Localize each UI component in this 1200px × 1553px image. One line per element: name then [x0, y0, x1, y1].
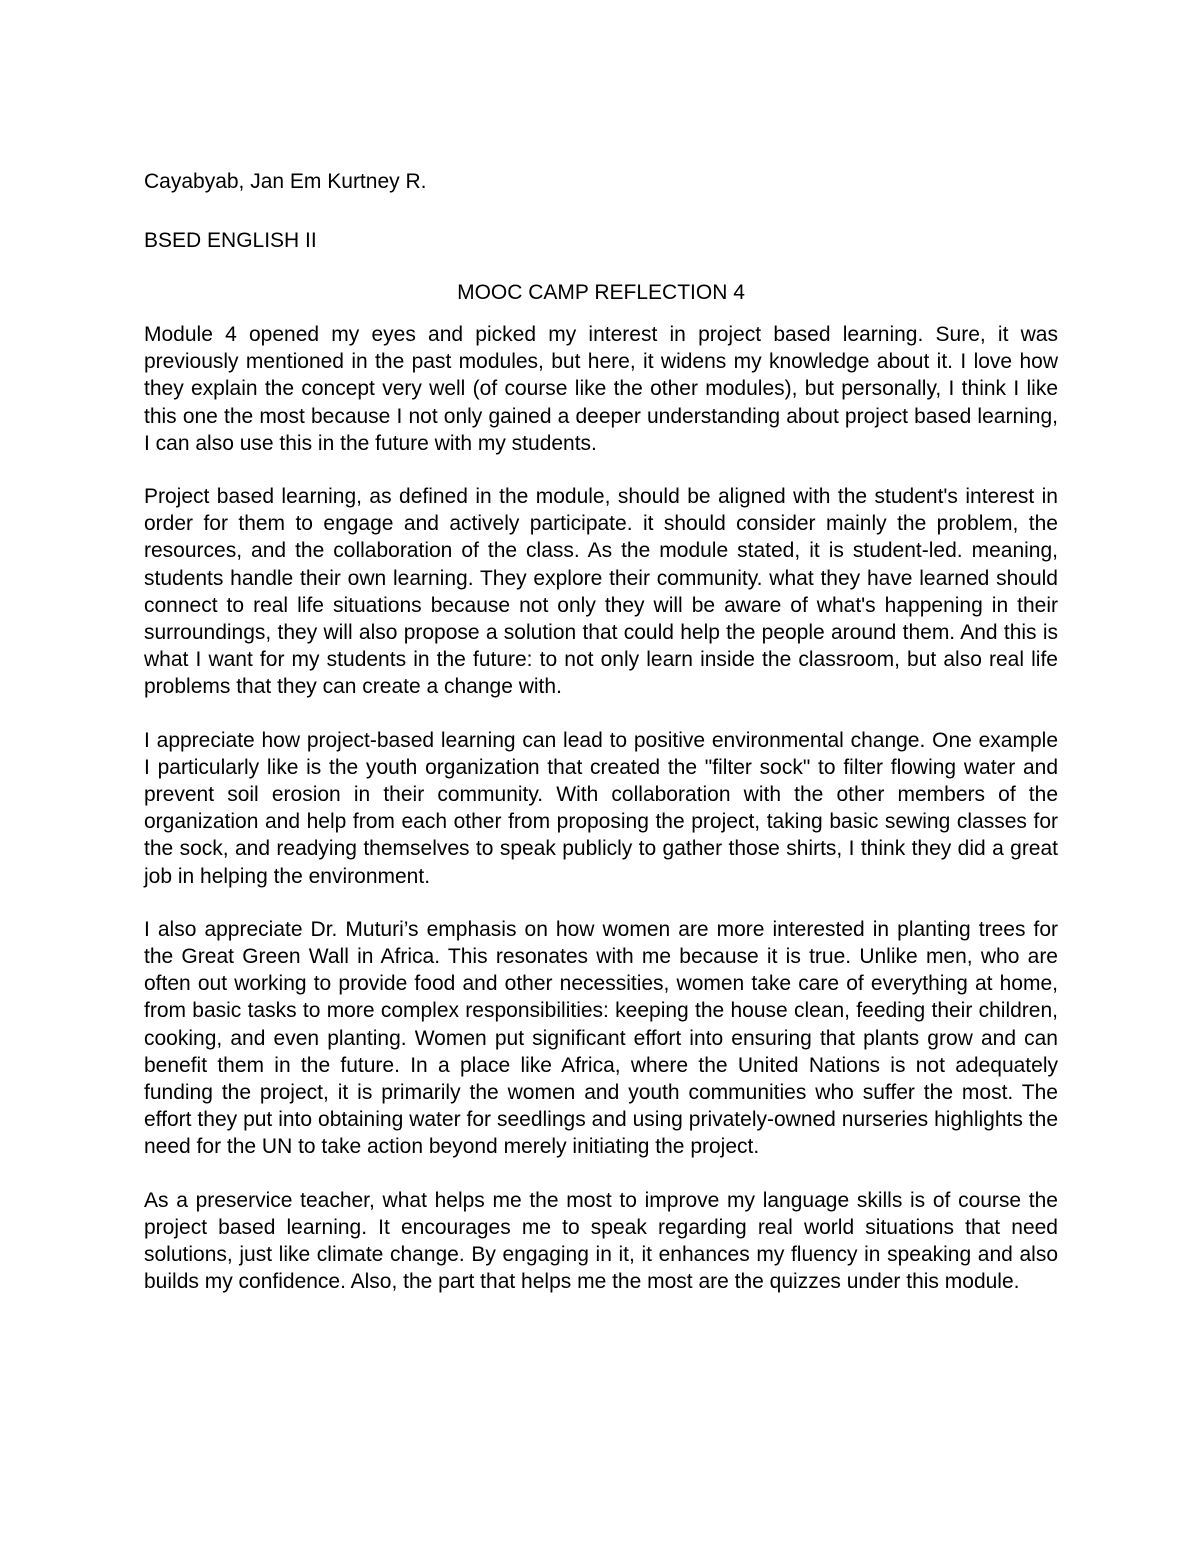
paragraph-2: Project based learning, as defined in the module, should be aligned with the student's interest in order for them to engage and actively participate. it should consider mainly the problem, the resources, and the collaboration of the class. As the module stated, it is student-led. meaning, students handle their own learning. They explore their community. what they have learned should connect to real life situations because not only they will be aware of what's happening in their surroundings, they will also propose a solution that could help the people around them. And this is what I want for my students in the future: to not only learn inside the classroom, but also real life problems that they can create a change with. — [144, 485, 1058, 699]
course-label: BSED ENGLISH II — [144, 229, 317, 252]
paragraph-1: Module 4 opened my eyes and picked my interest in project based learning. Sure, it was previously mentioned in the past modules, but here, it widens my knowledge about it. I love how they explain the concept very well (of course like the other modules), but personally, I think I like this one the most because I not only gained a deeper understanding about project based learning, I can also use this in the future with my students. — [144, 323, 1058, 455]
paragraph-3: I appreciate how project-based learning can lead to positive environmental change. One example I particularly like is the youth organization that created the "filter sock" to filter flowing water and prevent soil erosion in their community. With collaboration with the other members of the organization and help from each other from proposing the project, taking basic sewing classes for the sock, and readying themselves to speak publicly to gather those shirts, I think they did a great job in helping the environment. — [144, 728, 1058, 888]
paragraph-5: As a preservice teacher, what helps me the most to improve my language skills is of course the project based learning. It encourages me to speak regarding real world situations that need solutions, just like climate change. By engaging in it, it enhances my fluency in speaking and also builds my confidence. Also, the part that helps me the most are the quizzes under this module. — [144, 1188, 1058, 1294]
document-title: MOOC CAMP REFLECTION 4 — [457, 281, 745, 304]
paragraph-4: I also appreciate Dr. Muturi’s emphasis on how women are more interested in planting trees for the Great Green Wall in Africa. This resonates with me because it is true. Unlike men, who are often out working to provide food and other necessities, women take care of everything at home, from basic tasks to more complex responsibilities: keeping the house clean, feeding their children, cooking, and even planting. Women put significant effort into ensuring that plants grow and can benefit them in the future. In a place like Africa, where the United Nations is not adequately funding the project, it is primarily the women and youth communities who suffer the most. The effort they put into obtaining water for seedlings and using privately-owned nurseries highlights the need for the UN to take action beyond merely initiating the project. — [144, 917, 1058, 1159]
author-name: Cayabyab, Jan Em Kurtney R. — [144, 170, 427, 193]
document-page — [144, 160, 1058, 1296]
